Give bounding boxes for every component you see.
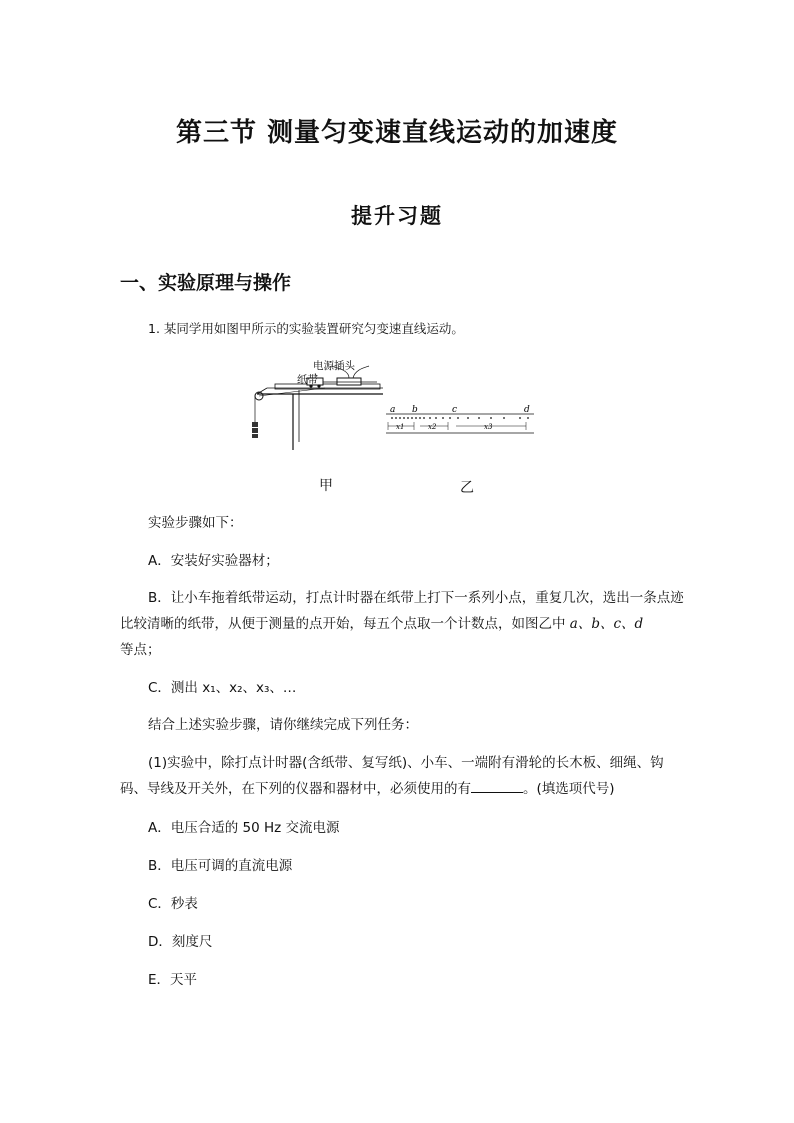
option-d: D．刻度尺 xyxy=(148,934,213,950)
hook-weight xyxy=(252,434,258,438)
task-1 xyxy=(120,750,690,802)
page-title: 第三节 测量匀变速直线运动的加速度 xyxy=(175,118,619,148)
label-power-plug: 电源插头 xyxy=(313,360,355,372)
step-c: C．测出 x₁、x₂、x₃、… xyxy=(148,680,297,696)
task-1-line1: (1)实验中，除打点计时器(含纸带、复写纸)、小车、一端附有滑轮的长木板、细绳、钩 xyxy=(148,755,664,771)
caption-yi: 乙 xyxy=(460,480,474,496)
point-label-c: c xyxy=(452,405,458,415)
task-1-suffix: 。(填选项代号) xyxy=(523,781,615,797)
x-label-2: x2 xyxy=(428,423,437,431)
task-intro: 结合上述实验步骤，请你继续完成下列任务： xyxy=(148,717,418,733)
hook-weight xyxy=(252,428,258,433)
tape-dots xyxy=(391,417,529,419)
caption-jia: 甲 xyxy=(319,478,333,494)
step-b-line1: B．让小车拖着纸带运动，打点计时器在纸带上打下一系列小点，重复几次，选出一条 xyxy=(148,590,657,606)
step-b-line2: 点迹比较清晰的纸带，从便于测量的点开始，每五个点取一个计数点，如图乙中 xyxy=(120,590,684,632)
step-b xyxy=(120,585,690,663)
option-c: C．秒表 xyxy=(148,896,198,912)
task-1-line2: 码、导线及开关外，在下列的仪器和器材中，必须使用的有 xyxy=(120,781,471,797)
point-label-a: a xyxy=(390,405,396,415)
section-heading: 一、实验原理与操作 xyxy=(120,272,292,294)
point-label-d: d xyxy=(524,405,530,415)
step-b-vars: a、b、c、d xyxy=(569,616,644,632)
x-label-3: x3 xyxy=(484,423,493,431)
label-paper-tape: 纸带 xyxy=(297,374,318,386)
step-b-line3: 等点； xyxy=(120,642,161,658)
answer-blank[interactable] xyxy=(471,778,523,793)
hook-weight xyxy=(252,422,258,427)
x-label-1: x1 xyxy=(396,423,405,431)
timer xyxy=(337,378,361,385)
option-e: E．天平 xyxy=(148,972,198,988)
page-subtitle: 提升习题 xyxy=(351,204,443,228)
question-1: 1. 某同学用如图甲所示的实验装置研究匀变速直线运动。 xyxy=(148,321,464,336)
steps-intro: 实验步骤如下： xyxy=(148,515,243,531)
point-label-b: b xyxy=(412,405,418,415)
step-a: A．安装好实验器材； xyxy=(148,553,279,569)
option-a: A．电压合适的 50 Hz 交流电源 xyxy=(148,820,340,836)
option-b: B．电压可调的直流电源 xyxy=(148,858,293,874)
tape-figure xyxy=(386,402,536,438)
